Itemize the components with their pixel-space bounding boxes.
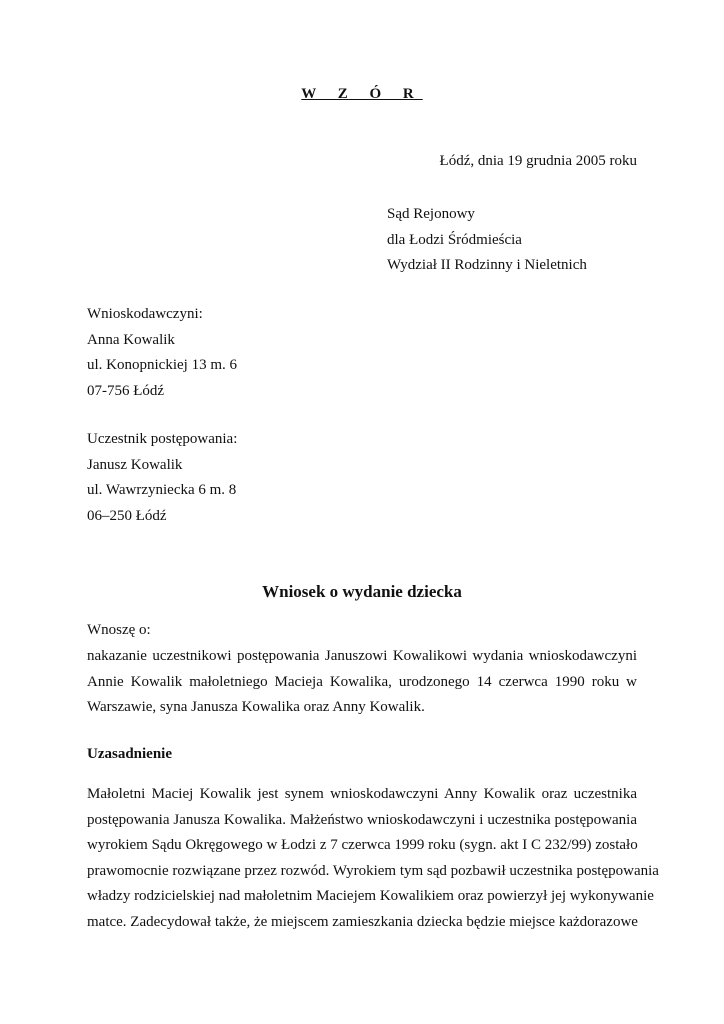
paragraph-line: Warszawie, syna Janusza Kowalika oraz Anny Kowalik. [87, 699, 425, 715]
court-line: Sąd Rejonowy [387, 206, 475, 222]
participant-block [87, 427, 237, 529]
paragraph-line: matce. Zadecydował także, że miejscem zamieszkania dziecka będzie miejsce każdorazowe [87, 913, 638, 930]
participant-label: Uczestnik postępowania: [87, 431, 238, 447]
request-intro: Wnoszę o: [87, 622, 151, 638]
template-label: W Z Ó R [301, 86, 423, 102]
applicant-street: ul. Konopnickiej 13 m. 6 [87, 357, 237, 373]
place-date: Łódź, dnia 19 grudnia 2005 roku [439, 153, 637, 169]
applicant-name: Anna Kowalik [87, 331, 175, 348]
applicant-label: Wnioskodawczyni: [87, 306, 203, 322]
participant-city: 06–250 Łódź [87, 507, 167, 524]
court-line: Wydział II Rodzinny i Nieletnich [387, 257, 587, 273]
participant-name: Janusz Kowalik [87, 456, 183, 473]
applicant-city: 07-756 Łódź [87, 382, 165, 399]
court-line: dla Łodzi Śródmieścia [387, 231, 522, 248]
paragraph-line: Annie Kowalik małoletniego Macieja Kowalika, urodzonego 14 czerwca 1990 roku w [87, 673, 637, 690]
justification-paragraph [87, 782, 659, 935]
applicant-block [87, 302, 237, 404]
paragraph-line: postępowania Janusza Kowalika. Małżeństwo wnioskodawczyni i uczestnika postępowania [87, 811, 637, 828]
paragraph-line: wyrokiem Sądu Okręgowego w Łodzi z 7 czerwca 1999 roku (sygn. akt I C 232/99) zostało [87, 837, 638, 853]
court-address [387, 202, 587, 279]
request-paragraph [87, 644, 637, 721]
participant-street: ul. Wawrzyniecka 6 m. 8 [87, 482, 237, 498]
paragraph-line: Małoletni Maciej Kowalik jest synem wnioskodawczyni Anny Kowalik oraz uczestnika [87, 786, 637, 802]
justification-heading: Uzasadnienie [87, 746, 173, 762]
document-title: Wniosek o wydanie dziecka [262, 582, 462, 601]
paragraph-line: władzy rodzicielskiej nad małoletnim Maciejem Kowalikiem oraz powierzył jej wykonywanie [87, 888, 654, 904]
paragraph-line: nakazanie uczestnikowi postępowania Januszowi Kowalikowi wydania wnioskodawczyni [87, 648, 637, 664]
paragraph-line: prawomocnie rozwiązane przez rozwód. Wyrokiem tym sąd pozbawił uczestnika postępowania [87, 862, 659, 879]
